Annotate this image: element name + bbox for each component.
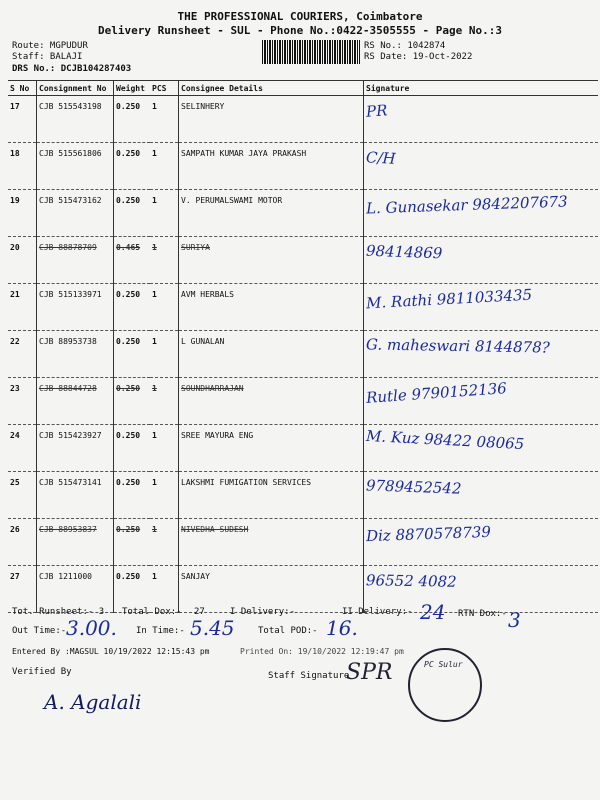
- table-row: [8, 331, 598, 378]
- col-consignment: Consignment No: [37, 81, 114, 96]
- table-row: [8, 190, 598, 237]
- col-consignee: Consignee Details: [179, 81, 364, 96]
- col-signature: Signature: [364, 81, 599, 96]
- i-delivery-label: I Delivery:-: [230, 607, 296, 617]
- row-consignee: NIVEDHA SUDESH: [181, 525, 249, 534]
- table-row: [8, 143, 598, 190]
- row-signature: 98414869: [365, 241, 443, 263]
- row-pcs: 1: [152, 525, 157, 534]
- ii-delivery-value: 24: [420, 600, 446, 624]
- row-sno: 20: [10, 243, 20, 252]
- row-weight: 0.250: [116, 478, 141, 487]
- row-sno: 22: [10, 337, 20, 346]
- row-pcs: 1: [152, 196, 157, 205]
- verified-by-label: Verified By: [12, 667, 72, 677]
- row-signature: C/H: [365, 148, 397, 168]
- row-consignment-no: CJB 88953837: [39, 525, 97, 534]
- row-consignee: SREE MAYURA ENG: [181, 431, 254, 440]
- row-consignee: LAKSHMI FUMIGATION SERVICES: [181, 478, 312, 487]
- table-row: [8, 378, 598, 425]
- office-stamp: [408, 648, 482, 722]
- row-consignment-no: CJB 515543198: [39, 102, 102, 111]
- row-weight: 0.250: [116, 196, 141, 205]
- rs-date: RS Date: 19-Oct-2022: [364, 52, 473, 62]
- total-pod-value: 16.: [326, 616, 358, 640]
- row-consignee: L GUNALAN: [181, 337, 225, 346]
- rtn-dox-value: 3: [508, 608, 521, 632]
- tot-runsheet: Tot. Runsheet:- 3: [12, 607, 105, 617]
- rtn-dox-label: RTN Dox:-: [458, 609, 507, 619]
- row-pcs: 1: [152, 243, 157, 252]
- row-consignment-no: CJB 88844728: [39, 384, 97, 393]
- staff-signature-label: Staff Signature: [268, 671, 350, 681]
- total-dox-label: Total Dox:-: [122, 607, 182, 617]
- row-consignee: SURIYA: [181, 243, 210, 252]
- row-weight: 0.465: [116, 243, 141, 252]
- table-row: [8, 237, 598, 284]
- row-weight: 0.250: [116, 525, 141, 534]
- row-sno: 18: [10, 149, 20, 158]
- row-consignee: SANJAY: [181, 572, 210, 581]
- total-pod-label: Total POD:-: [258, 626, 318, 636]
- row-sno: 25: [10, 478, 20, 487]
- route-label: Route: MGPUDUR: [12, 41, 88, 51]
- row-pcs: 1: [152, 431, 157, 440]
- row-consignment-no: CJB 88953738: [39, 337, 97, 346]
- drs-number: DRS No.: DCJB104287403: [12, 64, 132, 74]
- row-pcs: 1: [152, 102, 157, 111]
- row-sno: 26: [10, 525, 20, 534]
- row-pcs: 1: [152, 337, 157, 346]
- table-row: [8, 284, 598, 331]
- table-header: [8, 81, 598, 96]
- rs-number: RS No.: 1042874: [364, 41, 446, 51]
- row-consignee: SAMPATH KUMAR JAYA PRAKASH: [181, 149, 307, 158]
- row-signature: PR: [365, 101, 388, 121]
- row-weight: 0.250: [116, 290, 141, 299]
- row-signature: Rutle 9790152136: [365, 379, 508, 407]
- row-pcs: 1: [152, 572, 157, 581]
- row-signature: 9789452542: [365, 476, 462, 498]
- col-weight: Weight: [114, 81, 151, 96]
- row-sno: 23: [10, 384, 20, 393]
- row-consignee: SOUNDHARRAJAN: [181, 384, 244, 393]
- in-time-label: In Time:-: [136, 626, 185, 636]
- staff-signature: SPR: [346, 660, 393, 685]
- row-signature: L. Gunasekar 9842207673: [365, 192, 568, 218]
- row-signature: M. Kuz 98422 08065: [365, 426, 525, 454]
- total-dox-value: 27: [194, 607, 205, 617]
- out-time-label: Out Time:-: [12, 626, 67, 636]
- in-time-value: 5.45: [190, 616, 235, 640]
- barcode: [262, 40, 360, 64]
- row-signature: M. Rathi 9811033435: [365, 285, 533, 313]
- row-consignment-no: CJB 515423927: [39, 431, 102, 440]
- company-name: THE PROFESSIONAL COURIERS, Coimbatore: [177, 10, 423, 23]
- row-consignee: AVM HERBALS: [181, 290, 234, 299]
- row-consignment-no: CJB 515473141: [39, 478, 102, 487]
- stamp-text: PC Sulur: [424, 660, 463, 669]
- row-consignment-no: CJB 515133971: [39, 290, 102, 299]
- row-sno: 21: [10, 290, 20, 299]
- row-signature: G. maheswari 8144878?: [365, 335, 550, 357]
- row-weight: 0.250: [116, 431, 141, 440]
- row-consignment-no: CJB 515473162: [39, 196, 102, 205]
- col-pcs: PCS: [150, 81, 179, 96]
- row-signature: 96552 4082: [365, 571, 457, 591]
- verified-signature: A. Agalali: [44, 690, 142, 714]
- staff-label: Staff: BALAJI: [12, 52, 83, 62]
- row-consignee: V. PERUMALSWAMI MOTOR: [181, 196, 283, 205]
- row-weight: 0.250: [116, 384, 141, 393]
- document-title: [0, 10, 600, 38]
- table-row: [8, 96, 598, 143]
- out-time-value: 3.00.: [66, 616, 117, 640]
- row-sno: 27: [10, 572, 20, 581]
- row-sno: 19: [10, 196, 20, 205]
- row-weight: 0.250: [116, 149, 141, 158]
- row-consignment-no: CJB 515561806: [39, 149, 102, 158]
- ii-delivery-label: II Delivery:-: [342, 607, 413, 617]
- row-sno: 17: [10, 102, 20, 111]
- row-signature: Diz 8870578739: [365, 522, 492, 546]
- row-consignment-no: CJB 1211000: [39, 572, 92, 581]
- row-pcs: 1: [152, 384, 157, 393]
- runsheet-table: [8, 80, 598, 613]
- row-weight: 0.250: [116, 572, 141, 581]
- table-row: [8, 519, 598, 566]
- row-sno: 24: [10, 431, 20, 440]
- printed-on: Printed On: 19/10/2022 12:19:47 pm: [240, 647, 404, 656]
- table-row: [8, 472, 598, 519]
- col-sno: S No: [8, 81, 37, 96]
- row-weight: 0.250: [116, 102, 141, 111]
- row-consignee: SELINHERY: [181, 102, 225, 111]
- table-row: [8, 425, 598, 472]
- entered-by: Entered By :MAGSUL 10/19/2022 12:15:43 pm: [12, 647, 210, 656]
- row-pcs: 1: [152, 290, 157, 299]
- row-weight: 0.250: [116, 337, 141, 346]
- row-consignment-no: CJB 88878709: [39, 243, 97, 252]
- row-pcs: 1: [152, 478, 157, 487]
- row-pcs: 1: [152, 149, 157, 158]
- runsheet-subtitle: Delivery Runsheet - SUL - Phone No.:0422-3505555 - Page No.:3: [98, 24, 502, 37]
